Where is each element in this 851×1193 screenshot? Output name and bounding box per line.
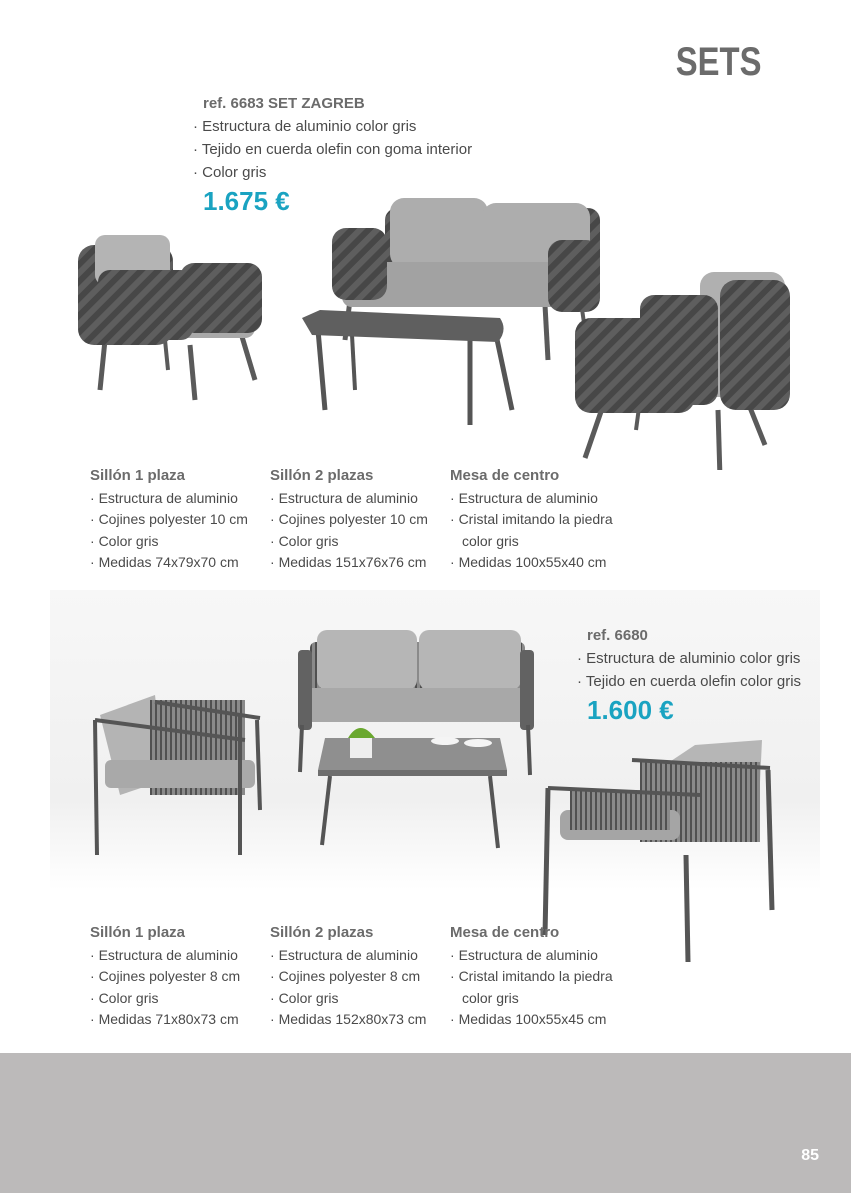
set1-armchair-left (78, 235, 262, 400)
spec-item: · Estructura de aluminio (450, 488, 613, 510)
set2-info (577, 624, 802, 725)
set1-photo (0, 0, 851, 470)
spec-item: · Medidas 71x80x73 cm (90, 1009, 240, 1031)
product-name: Sillón 1 plaza (90, 467, 186, 484)
product-name: Sillón 2 plazas (270, 467, 374, 484)
spec-item: · Estructura de aluminio (450, 945, 613, 967)
set1-ref: ref. 6683 SET ZAGREB (203, 95, 365, 112)
spec-item: · Medidas 100x55x40 cm (450, 552, 613, 574)
page-number: 85 (801, 1147, 819, 1164)
set2-features (577, 647, 801, 693)
spec-item: · Medidas 151x76x76 cm (270, 552, 428, 574)
spec-item: · Cojines polyester 8 cm (90, 966, 240, 988)
spec-item: · Cristal imitando la piedra (450, 966, 613, 988)
set1-coffee-table (302, 310, 512, 425)
spec-item: · Cristal imitando la piedra (450, 509, 613, 531)
set1-feature: · Estructura de aluminio color gris (193, 115, 472, 138)
product-name: Sillón 2 plazas (270, 924, 374, 941)
set2-price: 1.600 € (587, 695, 674, 725)
spec-item: · Color gris (90, 988, 240, 1010)
set2-product-armchair (90, 922, 240, 1031)
product-name: Sillón 1 plaza (90, 924, 186, 941)
spec-item: · Medidas 152x80x73 cm (270, 1009, 426, 1031)
spec-item: · Estructura de aluminio (270, 488, 428, 510)
product-name: Mesa de centro (450, 924, 560, 941)
spec-item: · Color gris (270, 531, 428, 553)
set2-product-table (450, 922, 613, 1031)
spec-item: · Cojines polyester 10 cm (270, 509, 428, 531)
spec-item: · Medidas 100x55x45 cm (450, 1009, 613, 1031)
spec-item: · Cojines polyester 8 cm (270, 966, 426, 988)
spec-item: · Estructura de aluminio (270, 945, 426, 967)
set1-armchair-right (575, 272, 790, 470)
set1-product-armchair (90, 465, 248, 574)
spec-item: · Color gris (270, 988, 426, 1010)
set2-ref: ref. 6680 (587, 627, 648, 644)
set1-feature: · Tejido en cuerda olefin con goma interior (193, 138, 472, 161)
set2-feature: · Estructura de aluminio color gris (577, 647, 801, 670)
spec-item: color gris (462, 532, 519, 549)
set2-product-sofa (270, 922, 426, 1031)
product-name: Mesa de centro (450, 467, 560, 484)
set2-feature: · Tejido en cuerda olefin color gris (577, 670, 801, 693)
spec-item: · Cojines polyester 10 cm (90, 509, 248, 531)
spec-item: · Color gris (90, 531, 248, 553)
page-title: SETS (675, 40, 761, 84)
set1-product-table (450, 465, 613, 574)
footer-band (0, 1053, 851, 1193)
set1-product-sofa (270, 465, 428, 574)
set1-price: 1.675 € (203, 186, 290, 216)
set1-feature: · Color gris (193, 161, 472, 184)
spec-item: · Medidas 74x79x70 cm (90, 552, 248, 574)
spec-item: color gris (462, 989, 519, 1006)
spec-item: · Estructura de aluminio (90, 945, 240, 967)
spec-item: · Estructura de aluminio (90, 488, 248, 510)
